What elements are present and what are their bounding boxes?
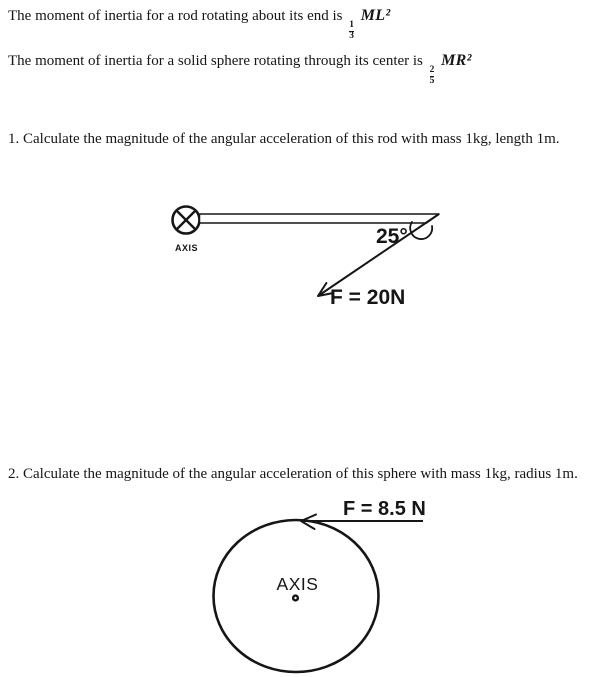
fraction-denominator: 3	[349, 31, 354, 42]
fraction-numerator: 1	[349, 20, 354, 30]
rotation-axis-icon	[173, 207, 200, 234]
axis-label: AXIS	[276, 574, 319, 594]
inertia-rod-text: The moment of inertia for a rod rotating about its end is	[8, 8, 343, 24]
rod-inertia-formula: ML²	[360, 7, 391, 24]
axis-dot-icon	[293, 596, 298, 601]
inertia-rod-line	[8, 7, 390, 42]
fraction-denominator: 5	[429, 76, 435, 87]
force-label: F = 20N	[330, 286, 406, 309]
axis-label: AXIS	[174, 243, 199, 253]
problem-1-statement: 1. Calculate the magnitude of the angular acceleration of this rod with mass 1kg, length 1m.	[8, 131, 560, 147]
fraction-two-fifths	[430, 66, 435, 87]
inertia-sphere-text: The moment of inertia for a solid sphere rotating through its center is	[8, 53, 423, 69]
angle-label: 25°	[376, 225, 408, 248]
rod-bar	[200, 214, 440, 223]
problem-2-statement: 2. Calculate the magnitude of the angular acceleration of this sphere with mass 1kg, radius 1m.	[8, 466, 578, 482]
fraction-one-third	[349, 21, 354, 42]
inertia-sphere-line	[8, 52, 472, 87]
sphere-diagram	[180, 490, 460, 677]
sphere-inertia-formula: MR²	[441, 52, 472, 69]
fraction-numerator: 2	[429, 65, 435, 75]
force-label: F = 8.5 N	[343, 498, 426, 520]
rod-diagram	[150, 190, 470, 315]
